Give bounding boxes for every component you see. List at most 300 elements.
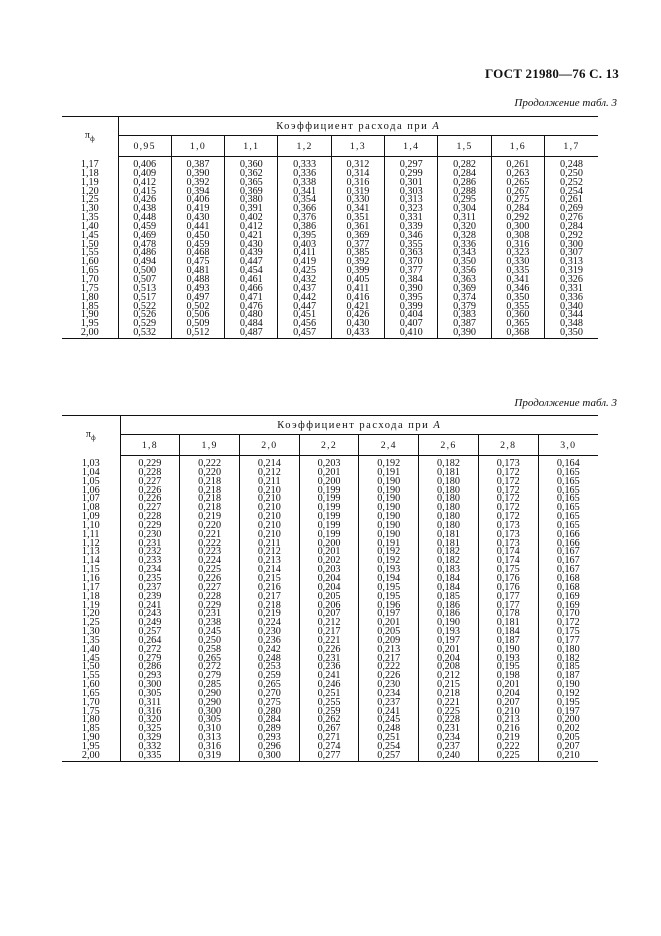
row-label-cell: 2,00	[80, 327, 99, 339]
value-cell: 0,409	[118, 170, 171, 179]
value-cell: 0,316	[120, 708, 180, 717]
value-cell: 0,355	[385, 241, 438, 250]
value-cell: 0,305	[120, 690, 180, 699]
row-label-cell: 1,08	[81, 502, 100, 514]
value-cell: 0,259	[239, 672, 299, 681]
value-cell: 0,512	[171, 329, 224, 338]
row-label-cell: 1,30	[80, 203, 99, 215]
row-label-cell: 1,18	[80, 167, 99, 179]
value-cell: 0,286	[438, 179, 491, 188]
row-label-cell: 1,55	[80, 247, 99, 259]
value-cell: 0,201	[419, 646, 479, 655]
value-cell: 0,172	[478, 478, 538, 487]
value-cell: 0,391	[225, 205, 278, 214]
value-cell: 0,226	[359, 672, 419, 681]
value-cell: 0,214	[239, 456, 299, 469]
value-cell: 0,217	[299, 628, 359, 637]
column-header: 2,4	[359, 435, 419, 456]
row-label-cell: 1,16	[81, 572, 100, 584]
value-cell: 0,222	[180, 540, 240, 549]
value-cell: 0,502	[171, 303, 224, 312]
value-cell: 0,248	[239, 655, 299, 664]
value-cell: 0,218	[180, 495, 240, 504]
value-cell: 0,395	[385, 294, 438, 303]
value-cell: 0,369	[331, 232, 384, 241]
value-cell: 0,369	[438, 285, 491, 294]
value-cell: 0,237	[359, 699, 419, 708]
value-cell: 0,405	[331, 276, 384, 285]
value-cell: 0,198	[478, 672, 538, 681]
column-header: 1,5	[438, 136, 491, 157]
value-cell: 0,228	[120, 513, 180, 522]
value-cell: 0,271	[299, 734, 359, 743]
value-cell: 0,167	[538, 566, 598, 575]
value-cell: 0,241	[299, 672, 359, 681]
value-cell: 0,199	[299, 495, 359, 504]
value-cell: 0,195	[478, 663, 538, 672]
value-cell: 0,265	[180, 655, 240, 664]
value-cell: 0,215	[419, 681, 479, 690]
value-cell: 0,181	[419, 531, 479, 540]
row-label-cell: 1,17	[80, 158, 99, 170]
value-cell: 0,513	[118, 285, 171, 294]
value-cell: 0,229	[120, 522, 180, 531]
value-cell: 0,165	[538, 504, 598, 513]
value-cell: 0,356	[438, 267, 491, 276]
value-cell: 0,303	[385, 188, 438, 197]
value-cell: 0,210	[538, 752, 598, 761]
value-cell: 0,230	[239, 628, 299, 637]
value-cell: 0,421	[331, 303, 384, 312]
value-cell: 0,182	[538, 655, 598, 664]
value-cell: 0,190	[359, 478, 419, 487]
value-cell: 0,168	[538, 584, 598, 593]
row-label-cell: 1,95	[81, 741, 100, 752]
value-cell: 0,442	[278, 294, 331, 303]
value-cell: 0,279	[180, 672, 240, 681]
value-cell: 0,182	[419, 548, 479, 557]
value-cell: 0,335	[491, 267, 544, 276]
value-cell: 0,312	[331, 157, 384, 170]
value-cell: 0,234	[419, 734, 479, 743]
value-cell: 0,451	[278, 311, 331, 320]
value-cell: 0,328	[438, 232, 491, 241]
value-cell: 0,180	[419, 504, 479, 513]
value-cell: 0,194	[359, 575, 419, 584]
value-cell: 0,454	[225, 267, 278, 276]
value-cell: 0,377	[385, 267, 438, 276]
value-cell: 0,395	[278, 232, 331, 241]
value-cell: 0,341	[278, 188, 331, 197]
value-cell: 0,316	[180, 743, 240, 752]
row-label-cell: 1,70	[80, 273, 99, 285]
value-cell: 0,447	[225, 258, 278, 267]
value-cell: 0,383	[438, 311, 491, 320]
value-cell: 0,203	[299, 566, 359, 575]
value-cell: 0,190	[359, 495, 419, 504]
value-cell: 0,181	[478, 619, 538, 628]
value-cell: 0,202	[538, 725, 598, 734]
value-cell: 0,471	[225, 294, 278, 303]
value-cell: 0,235	[120, 575, 180, 584]
value-cell: 0,320	[120, 716, 180, 725]
row-label-cell: 1,65	[80, 265, 99, 277]
value-cell: 0,522	[118, 303, 171, 312]
column-header: 1,0	[171, 136, 224, 157]
value-cell: 0,205	[359, 628, 419, 637]
value-cell: 0,466	[225, 285, 278, 294]
value-cell: 0,290	[180, 699, 240, 708]
value-cell: 0,412	[225, 223, 278, 232]
value-cell: 0,213	[359, 646, 419, 655]
value-cell: 0,319	[180, 752, 240, 761]
row-label-cell: 1,45	[81, 652, 100, 664]
value-cell: 0,319	[545, 267, 598, 276]
value-cell: 0,350	[438, 258, 491, 267]
value-cell: 0,280	[239, 708, 299, 717]
value-cell: 0,286	[120, 663, 180, 672]
value-cell: 0,200	[299, 478, 359, 487]
value-cell: 0,229	[180, 602, 240, 611]
value-cell: 0,363	[438, 276, 491, 285]
value-cell: 0,377	[331, 241, 384, 250]
row-label-cell: 1,14	[81, 555, 100, 567]
value-cell: 0,279	[120, 655, 180, 664]
value-cell: 0,217	[239, 593, 299, 602]
super-header-label: Коэффициент расхода при	[277, 419, 430, 431]
coefficient-table-1	[62, 116, 598, 339]
value-cell: 0,192	[359, 456, 419, 469]
value-cell: 0,348	[545, 320, 598, 329]
value-cell: 0,362	[225, 170, 278, 179]
value-cell: 0,314	[331, 170, 384, 179]
value-cell: 0,293	[120, 672, 180, 681]
value-cell: 0,300	[491, 223, 544, 232]
value-cell: 0,190	[359, 504, 419, 513]
row-label-cell: 1,90	[80, 309, 99, 321]
value-cell: 0,234	[359, 690, 419, 699]
row-label-cell: 1,40	[80, 220, 99, 232]
value-cell: 0,274	[299, 743, 359, 752]
value-cell: 0,225	[180, 566, 240, 575]
value-cell: 0,468	[171, 249, 224, 258]
value-cell: 0,231	[299, 655, 359, 664]
value-cell: 0,241	[359, 708, 419, 717]
value-cell: 0,481	[171, 267, 224, 276]
value-cell: 0,282	[438, 157, 491, 170]
value-cell: 0,336	[278, 170, 331, 179]
row-label-cell: 1,25	[80, 194, 99, 206]
value-cell: 0,229	[120, 456, 180, 469]
value-cell: 0,184	[419, 584, 479, 593]
row-label-cell: 1,15	[81, 564, 100, 576]
value-cell: 0,238	[180, 619, 240, 628]
row-label-cell: 1,06	[81, 484, 100, 496]
value-cell: 0,456	[278, 320, 331, 329]
row-label-cell: 1,50	[80, 238, 99, 250]
value-cell: 0,275	[239, 699, 299, 708]
table-body	[62, 157, 598, 339]
value-cell: 0,277	[299, 752, 359, 761]
value-cell: 0,192	[538, 690, 598, 699]
value-cell: 0,191	[359, 540, 419, 549]
table1-continuation-caption: Продолжение табл. 3	[514, 97, 617, 109]
value-cell: 0,215	[239, 575, 299, 584]
value-cell: 0,284	[545, 223, 598, 232]
row-label-cell: 1,90	[81, 732, 100, 744]
value-cell: 0,237	[419, 743, 479, 752]
value-cell: 0,212	[299, 619, 359, 628]
value-cell: 0,190	[478, 646, 538, 655]
value-cell: 0,204	[299, 584, 359, 593]
value-cell: 0,253	[239, 663, 299, 672]
value-cell: 0,330	[331, 196, 384, 205]
value-cell: 0,500	[118, 267, 171, 276]
value-cell: 0,441	[171, 223, 224, 232]
value-cell: 0,248	[545, 157, 598, 170]
super-header	[118, 117, 598, 136]
value-cell: 0,210	[478, 708, 538, 717]
value-cell: 0,176	[478, 575, 538, 584]
value-cell: 0,172	[538, 619, 598, 628]
value-cell: 0,365	[225, 179, 278, 188]
value-cell: 0,184	[419, 575, 479, 584]
value-cell: 0,192	[359, 557, 419, 566]
value-cell: 0,494	[118, 258, 171, 267]
super-header-variable: A	[433, 419, 442, 431]
row-label-cell: 1,11	[82, 528, 100, 540]
value-cell: 0,363	[385, 249, 438, 258]
value-cell: 0,450	[171, 232, 224, 241]
value-cell: 0,308	[491, 232, 544, 241]
value-cell: 0,236	[239, 637, 299, 646]
value-cell: 0,316	[331, 179, 384, 188]
value-cell: 0,261	[545, 196, 598, 205]
value-cell: 0,264	[120, 637, 180, 646]
value-cell: 0,262	[299, 716, 359, 725]
row-label-cell: 1,20	[80, 185, 99, 197]
value-cell: 0,212	[239, 548, 299, 557]
value-cell: 0,532	[118, 329, 171, 338]
value-cell: 0,316	[491, 241, 544, 250]
value-cell: 0,212	[419, 672, 479, 681]
value-cell: 0,173	[478, 522, 538, 531]
row-label-cell: 1,04	[81, 466, 100, 478]
value-cell: 0,416	[331, 294, 384, 303]
value-cell: 0,343	[438, 249, 491, 258]
value-cell: 0,168	[538, 575, 598, 584]
value-cell: 0,469	[118, 232, 171, 241]
value-cell: 0,330	[491, 258, 544, 267]
value-cell: 0,180	[419, 495, 479, 504]
column-header: 1,3	[331, 136, 384, 157]
value-cell: 0,325	[120, 725, 180, 734]
value-cell: 0,484	[225, 320, 278, 329]
value-cell: 0,190	[538, 681, 598, 690]
value-cell: 0,165	[538, 513, 598, 522]
value-cell: 0,211	[239, 478, 299, 487]
value-cell: 0,180	[419, 478, 479, 487]
value-cell: 0,241	[120, 602, 180, 611]
value-cell: 0,230	[359, 681, 419, 690]
value-cell: 0,172	[478, 469, 538, 478]
value-cell: 0,184	[478, 628, 538, 637]
value-cell: 0,272	[180, 663, 240, 672]
value-cell: 0,497	[171, 294, 224, 303]
row-label-cell: 1,50	[81, 661, 100, 673]
value-cell: 0,180	[419, 487, 479, 496]
value-cell: 0,200	[538, 716, 598, 725]
value-cell: 0,245	[180, 628, 240, 637]
value-cell: 0,224	[239, 619, 299, 628]
value-cell: 0,177	[478, 593, 538, 602]
value-cell: 0,249	[120, 619, 180, 628]
value-cell: 0,183	[419, 566, 479, 575]
value-cell: 0,323	[491, 249, 544, 258]
value-cell: 0,412	[118, 179, 171, 188]
value-cell: 0,205	[538, 734, 598, 743]
row-label-cell: 1,03	[81, 457, 100, 469]
value-cell: 0,257	[359, 752, 419, 761]
value-cell: 0,415	[118, 188, 171, 197]
value-cell: 0,165	[538, 522, 598, 531]
value-cell: 0,339	[385, 223, 438, 232]
value-cell: 0,360	[491, 311, 544, 320]
value-cell: 0,208	[419, 663, 479, 672]
column-header: 1,4	[385, 136, 438, 157]
value-cell: 0,257	[120, 628, 180, 637]
value-cell: 0,376	[278, 214, 331, 223]
value-cell: 0,172	[478, 495, 538, 504]
value-cell: 0,226	[120, 487, 180, 496]
value-cell: 0,174	[478, 548, 538, 557]
value-cell: 0,236	[299, 663, 359, 672]
row-label-cell: 1,05	[81, 475, 100, 487]
value-cell: 0,220	[180, 469, 240, 478]
value-cell: 0,232	[120, 548, 180, 557]
value-cell: 0,323	[385, 205, 438, 214]
value-cell: 0,305	[180, 716, 240, 725]
value-cell: 0,221	[419, 699, 479, 708]
value-cell: 0,201	[299, 469, 359, 478]
row-header-subscript: ф	[91, 434, 96, 443]
value-cell: 0,265	[491, 179, 544, 188]
row-label-cell: 1,85	[81, 723, 100, 735]
column-header: 2,2	[299, 435, 359, 456]
value-cell: 0,219	[180, 513, 240, 522]
value-cell: 0,190	[359, 513, 419, 522]
value-cell: 0,319	[331, 188, 384, 197]
value-cell: 0,222	[359, 663, 419, 672]
value-cell: 0,255	[299, 699, 359, 708]
value-cell: 0,313	[385, 196, 438, 205]
value-cell: 0,380	[225, 196, 278, 205]
value-cell: 0,190	[359, 531, 419, 540]
value-cell: 0,402	[225, 214, 278, 223]
value-cell: 0,195	[359, 584, 419, 593]
value-cell: 0,225	[419, 708, 479, 717]
value-cell: 0,457	[278, 329, 331, 338]
value-cell: 0,311	[120, 699, 180, 708]
value-cell: 0,182	[419, 557, 479, 566]
value-cell: 0,222	[180, 456, 240, 469]
value-cell: 0,195	[359, 593, 419, 602]
value-cell: 0,355	[491, 303, 544, 312]
value-cell: 0,251	[299, 690, 359, 699]
value-cell: 0,175	[538, 628, 598, 637]
value-cell: 0,226	[180, 575, 240, 584]
value-cell: 0,173	[478, 540, 538, 549]
value-cell: 0,245	[359, 716, 419, 725]
value-cell: 0,210	[239, 495, 299, 504]
value-cell: 0,403	[278, 241, 331, 250]
value-cell: 0,192	[359, 548, 419, 557]
value-cell: 0,335	[120, 752, 180, 761]
value-cell: 0,374	[438, 294, 491, 303]
value-cell: 0,486	[118, 249, 171, 258]
row-label-cell: 1,19	[80, 176, 99, 188]
value-cell: 0,329	[120, 734, 180, 743]
row-label-cell: 1,60	[80, 256, 99, 268]
value-cell: 0,354	[278, 196, 331, 205]
value-cell: 0,368	[491, 329, 544, 338]
value-cell: 0,478	[118, 241, 171, 250]
value-cell: 0,292	[491, 214, 544, 223]
value-cell: 0,285	[180, 681, 240, 690]
value-cell: 0,331	[545, 285, 598, 294]
value-cell: 0,240	[419, 752, 479, 761]
row-label-cell: 1,65	[81, 687, 100, 699]
value-cell: 0,190	[419, 619, 479, 628]
value-cell: 0,166	[538, 540, 598, 549]
value-cell: 0,201	[299, 548, 359, 557]
value-cell: 0,331	[385, 214, 438, 223]
value-cell: 0,488	[171, 276, 224, 285]
value-cell: 0,204	[478, 690, 538, 699]
value-cell: 0,231	[180, 610, 240, 619]
value-cell: 0,432	[278, 276, 331, 285]
value-cell: 0,365	[491, 320, 544, 329]
coefficient-table-2	[62, 415, 598, 762]
value-cell: 0,181	[419, 469, 479, 478]
row-label-cell: 1,40	[81, 643, 100, 655]
value-cell: 0,209	[359, 637, 419, 646]
value-cell: 0,207	[299, 610, 359, 619]
super-header-variable: A	[432, 120, 441, 132]
value-cell: 0,220	[180, 522, 240, 531]
column-header: 1,6	[491, 136, 544, 157]
row-label-cell: 1,55	[81, 670, 100, 682]
value-cell: 0,165	[538, 487, 598, 496]
row-label-cell: 1,60	[81, 679, 100, 691]
value-cell: 0,199	[299, 504, 359, 513]
value-cell: 0,385	[331, 249, 384, 258]
value-cell: 0,300	[239, 752, 299, 761]
value-cell: 0,426	[118, 196, 171, 205]
value-cell: 0,526	[118, 311, 171, 320]
value-cell: 0,190	[359, 487, 419, 496]
value-cell: 0,187	[478, 637, 538, 646]
value-cell: 0,267	[299, 725, 359, 734]
value-cell: 0,230	[120, 531, 180, 540]
value-cell: 0,250	[545, 170, 598, 179]
value-cell: 0,197	[538, 708, 598, 717]
value-cell: 0,180	[419, 522, 479, 531]
value-cell: 0,228	[419, 716, 479, 725]
value-cell: 0,187	[538, 672, 598, 681]
value-cell: 0,205	[299, 593, 359, 602]
value-cell: 0,350	[545, 329, 598, 338]
